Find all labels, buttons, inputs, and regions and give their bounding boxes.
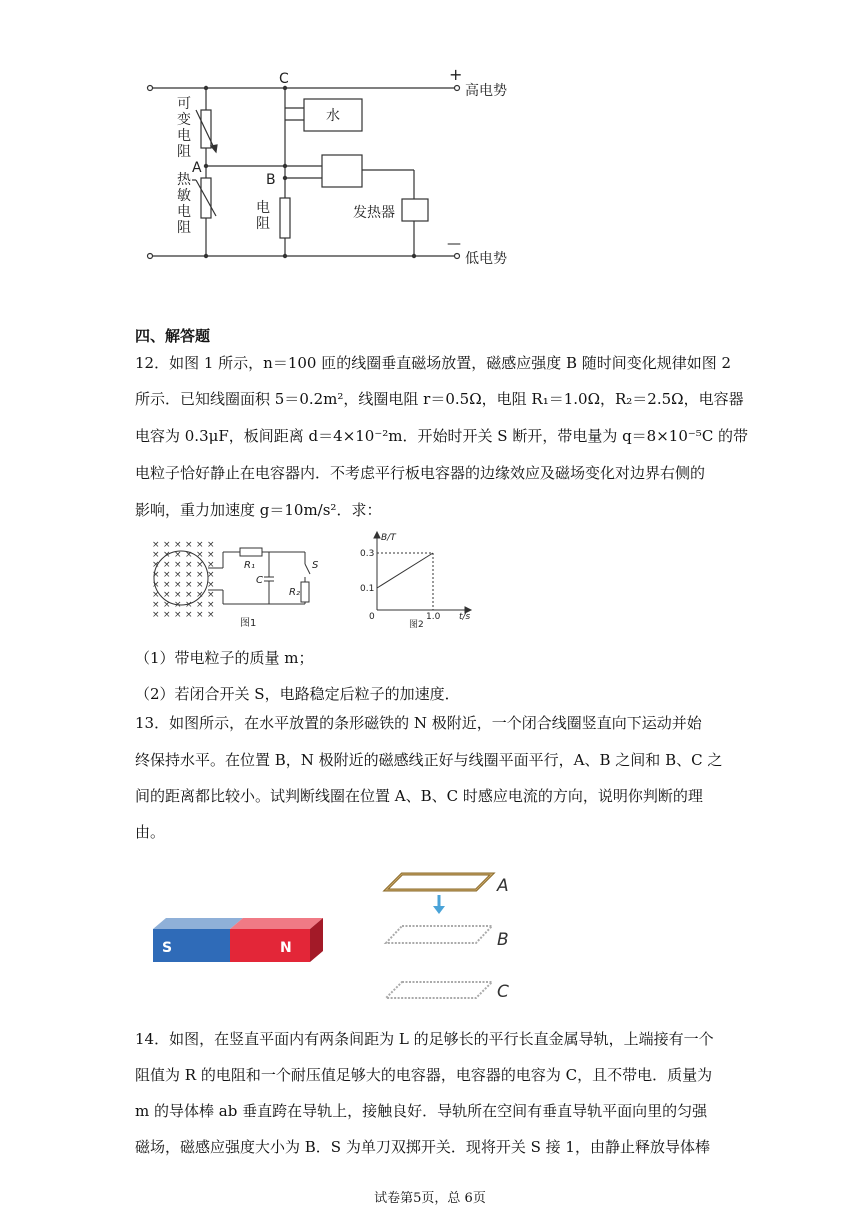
field-x-mark: × (163, 590, 171, 600)
field-x-mark: × (185, 590, 193, 600)
field-x-mark: × (185, 600, 193, 610)
field-x-mark: × (163, 550, 171, 560)
field-x-mark: × (174, 590, 182, 600)
bar-magnet (150, 915, 330, 965)
q14-line-4: 磁场，磁感应强度大小为 B．S 为单刀双掷开关．现将开关 S 接 1，由静止释放导体棒 (135, 1138, 710, 1156)
q13-line-3: 间的距离都比较小。试判断线圈在位置 A、B、C 时感应电流的方向，说明你判断的理 (135, 787, 703, 805)
q12-line-2: 所示．已知线圈面积 5＝0.2m²，线圈电阻 r＝0.5Ω，电阻 R₁＝1.0Ω，R₂＝2.5Ω，电容器 (135, 390, 744, 408)
field-x-mark: × (152, 590, 160, 600)
q14-line-3: m 的导体棒 ab 垂直跨在导轨上，接触良好．导轨所在空间有垂直导轨平面向里的匀强 (135, 1102, 708, 1120)
high-potential-label: 高电势 (465, 83, 507, 99)
field-x-mark: × (207, 610, 215, 620)
q12-figure-2 (355, 530, 480, 630)
q13-line-2: 终保持水平。在位置 B，N 极附近的磁感线正好与线圈平面平行，A、B 之间和 B、C 之 (135, 751, 723, 769)
q12-figure-1 (148, 538, 328, 633)
magnet-s-label: S (162, 940, 173, 956)
field-x-mark: × (207, 590, 215, 600)
position-b-label: B (497, 930, 509, 950)
q13-line-1: 13．如图所示，在水平放置的条形磁铁的 N 极附近，一个闭合线圈竖直向下运动并始 (135, 714, 702, 732)
field-x-mark: × (174, 600, 182, 610)
field-x-mark: × (163, 610, 171, 620)
field-x-mark: × (185, 550, 193, 560)
field-x-mark: × (196, 550, 204, 560)
fig1-r2-label: R₂ (289, 587, 300, 598)
field-x-mark: × (152, 540, 160, 550)
field-x-mark: × (174, 580, 182, 590)
field-x-mark: × (163, 540, 171, 550)
field-x-mark: × (196, 560, 204, 570)
field-x-mark: × (174, 540, 182, 550)
fig2-xlabel: t/s (459, 612, 471, 622)
field-x-mark: × (196, 600, 204, 610)
variable-resistor-label-2: 变 (177, 112, 191, 128)
q14-line-1: 14．如图，在竖直平面内有两条间距为 L 的足够长的平行长直金属导轨，上端接有一个 (135, 1030, 714, 1048)
resistor-label-1: 电 (256, 200, 270, 216)
q12-line-4: 电粒子恰好静止在电容器内．不考虑平行板电容器的边缘效应及磁场变化对边界右侧的 (135, 464, 706, 482)
field-x-mark: × (185, 560, 193, 570)
position-c-label: C (497, 982, 509, 1002)
thermistor-label-4: 阻 (177, 220, 191, 236)
variable-resistor-label-1: 可 (177, 96, 191, 112)
magnet-n-label: N (280, 940, 292, 956)
fig1-caption: 图1 (240, 618, 257, 629)
field-x-mark: × (196, 570, 204, 580)
field-x-mark: × (185, 570, 193, 580)
field-x-mark: × (196, 580, 204, 590)
thermistor-label-3: 电 (177, 204, 191, 220)
heater-label: 发热器 (353, 205, 395, 221)
q12-line-3: 电容为 0.3μF，板间距离 d＝4×10⁻²m．开始时开关 S 断开，带电量为 q＝8×10⁻⁵C 的带 (135, 427, 749, 445)
fig2-ytick-mid: 0.1 (360, 584, 375, 594)
coil-positions (380, 870, 530, 1005)
fig2-origin: 0 (369, 612, 375, 622)
page-footer: 试卷第5页，总 6页 (374, 1191, 486, 1206)
section-title: 四、解答题 (135, 327, 211, 345)
field-x-mark: × (185, 610, 193, 620)
fig1-s-label: S (312, 560, 319, 571)
q14-line-2: 阻值为 R 的电阻和一个耐压值足够大的电容器，电容器的电容为 C，且不带电．质量为 (135, 1066, 713, 1084)
field-x-mark: × (196, 540, 204, 550)
q12-sub-2: （2）若闭合开关 S，电路稳定后粒子的加速度． (135, 685, 460, 703)
thermistor-label-2: 敏 (177, 188, 191, 204)
q12-sub-1: （1）带电粒子的质量 m； (135, 649, 314, 667)
fig1-c-label: C (256, 575, 263, 586)
field-x-mark: × (207, 560, 215, 570)
resistor-label-2: 阻 (256, 216, 270, 232)
field-x-mark: × (207, 580, 215, 590)
variable-resistor-label-4: 阻 (177, 144, 191, 160)
label-c: C (279, 71, 289, 87)
label-b: B (266, 172, 276, 188)
field-x-mark: × (174, 550, 182, 560)
field-x-mark: × (152, 580, 160, 590)
fig2-xtick: 1.0 (426, 612, 441, 622)
water-label: 水 (326, 108, 340, 124)
position-a-label: A (497, 876, 509, 896)
field-x-mark: × (196, 590, 204, 600)
field-x-mark: × (152, 560, 160, 570)
field-x-mark: × (163, 600, 171, 610)
minus-sign: — (447, 236, 461, 252)
label-a: A (192, 160, 202, 176)
field-x-mark: × (207, 600, 215, 610)
q12-line-5: 影响，重力加速度 g＝10m/s²．求： (135, 501, 382, 519)
q13-line-4: 由。 (135, 823, 166, 841)
variable-resistor-label-3: 电 (177, 128, 191, 144)
low-potential-label: 低电势 (465, 251, 507, 267)
field-x-mark: × (163, 560, 171, 570)
field-x-mark: × (185, 540, 193, 550)
field-x-mark: × (152, 610, 160, 620)
field-x-mark: × (207, 570, 215, 580)
field-x-mark: × (174, 560, 182, 570)
field-x-mark: × (185, 580, 193, 590)
field-x-mark: × (163, 580, 171, 590)
field-x-mark: × (174, 570, 182, 580)
field-x-mark: × (163, 570, 171, 580)
thermistor-label-1: 热 (177, 172, 191, 188)
field-x-mark: × (196, 610, 204, 620)
field-x-mark: × (174, 610, 182, 620)
q12-line-1: 12．如图 1 所示，n＝100 匝的线圈垂直磁场放置，磁感应强度 B 随时间变化规律如图 2 (135, 354, 732, 372)
fig2-caption: 图2 (409, 620, 424, 630)
field-x-mark: × (207, 550, 215, 560)
fig2-ylabel: B/T (381, 533, 396, 543)
fig1-r1-label: R₁ (244, 560, 255, 571)
field-x-mark: × (152, 570, 160, 580)
fig2-ytick-top: 0.3 (360, 549, 375, 559)
field-x-mark: × (207, 540, 215, 550)
plus-sign: + (449, 65, 463, 84)
field-x-mark: × (152, 600, 160, 610)
field-x-mark: × (152, 550, 160, 560)
circuit-diagram (140, 60, 540, 275)
